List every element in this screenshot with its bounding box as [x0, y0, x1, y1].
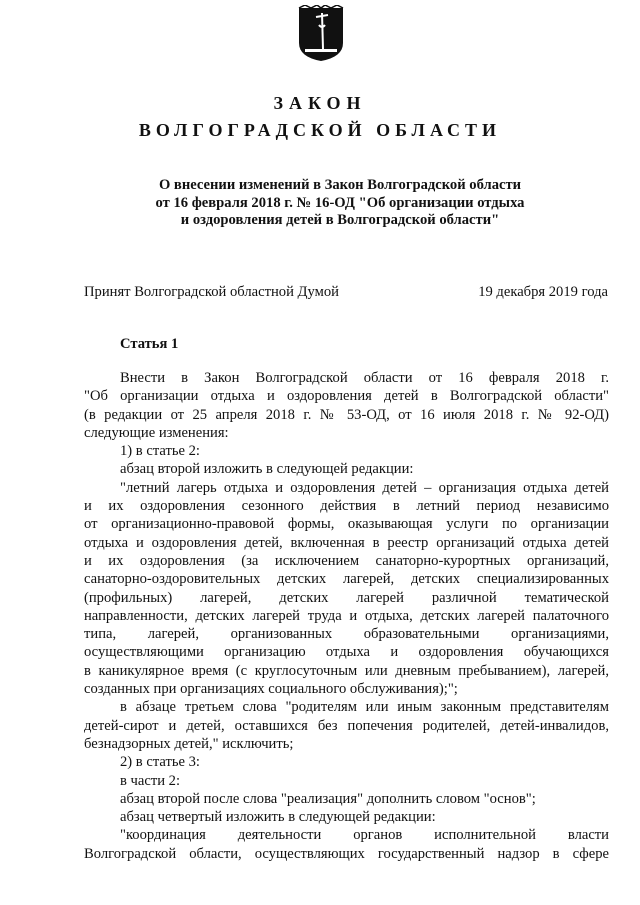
text-line: в каникулярное время (с круглосуточным или дневным пребыванием), лагерей, — [84, 662, 609, 679]
text-line: "летний лагерь отдыха и оздоровления детей – организация отдыха детей — [120, 479, 609, 496]
text-line: в части 2: — [120, 772, 181, 789]
text-line: созданных при организациях социального обслуживания);"; — [84, 681, 458, 698]
issuing-region: ВОЛГОГРАДСКОЙ ОБЛАСТИ — [138, 120, 502, 140]
article-body — [84, 369, 609, 863]
text-line: (профильных) лагерей, детских лагерей различной тематической — [84, 589, 609, 606]
text-line: в абзаце третьем слова "родителям или иным законным представителям — [120, 699, 609, 716]
adopted-by: Принят Волгоградской областной Думой — [84, 284, 339, 300]
text-line: направленности, детских лагерей труда и отдыха, детских лагерей палаточного — [84, 607, 609, 624]
text-line: Внести в Закон Волгоградской области от 16 февраля 2018 г. — [120, 370, 609, 386]
text-line: отдыха и оздоровления детей, включенная в реестр организаций отдыха детей — [84, 534, 609, 551]
subject-line: и оздоровления детей в Волгоградской области" — [180, 212, 500, 228]
text-line: и их оздоровления (за исключением санаторно-курортных организаций, — [84, 552, 609, 569]
text-line: Волгоградской области, осуществляющих государственный надзор в сфере — [84, 845, 609, 862]
article-heading: Статья 1 — [120, 336, 179, 352]
text-line: "Об организации отдыха и оздоровления детей в Волгоградской области" — [84, 388, 609, 405]
text-line: санаторно-оздоровительных детских лагерей, детских специализированных — [84, 571, 609, 588]
text-line: и их оздоровления сезонного действия в летний период независимо — [84, 498, 609, 515]
text-line: абзац второй изложить в следующей редакции: — [120, 461, 414, 478]
text-line: детей-сирот и детей, оставшихся без попечения родителей, детей-инвалидов, — [84, 717, 609, 734]
text-line: безнадзорных детей," исключить; — [84, 735, 294, 752]
subject-line: О внесении изменений в Закон Волгоградской области — [158, 177, 522, 193]
text-line: абзац второй после слова "реализация" дополнить словом "основ"; — [120, 790, 536, 807]
text-line: (в редакции от 25 апреля 2018 г. № 53-ОД, от 16 июля 2018 г. № 92-ОД) — [84, 406, 609, 423]
adoption-date: 19 декабря 2019 года — [478, 284, 608, 300]
text-line: следующие изменения: — [84, 424, 229, 441]
document-type: ЗАКОН — [273, 93, 367, 113]
text-line: от организационно-правовой формы, оказывающая услуги по организации — [84, 516, 609, 533]
text-line: типа, лагерей, организованных образовательными организациями, — [84, 626, 609, 643]
coat-of-arms-icon — [297, 5, 345, 63]
text-line: "координация деятельности органов исполнительной власти — [120, 827, 609, 844]
text-line: абзац четвертый изложить в следующей редакции: — [120, 809, 436, 826]
text-line: 1) в статье 2: — [120, 443, 200, 460]
subject-line: от 16 февраля 2018 г. № 16-ОД "Об организации отдыха — [155, 194, 525, 211]
document-subject — [140, 177, 540, 230]
text-line: 2) в статье 3: — [120, 754, 200, 771]
text-line: осуществляющими организацию отдыха и оздоровления обучающихся — [84, 644, 609, 661]
